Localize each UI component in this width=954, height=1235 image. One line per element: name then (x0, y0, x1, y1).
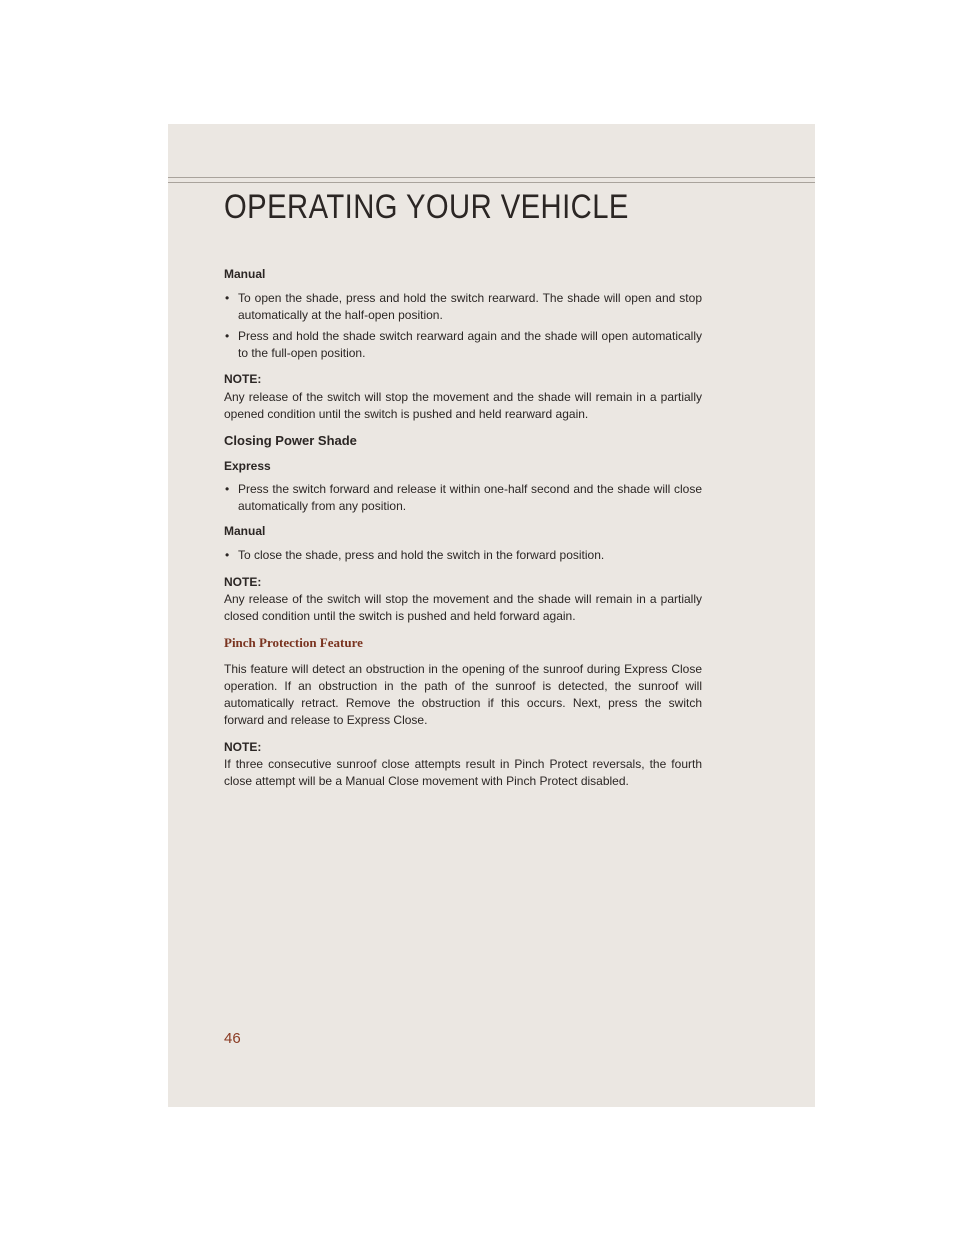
bullet-dot: • (225, 329, 230, 343)
note-3-text: If three consecutive sunroof close attempts result in Pinch Protect reversals, the fourth close attempt will be a Manual Close movement with Pinch Protect disabled. (224, 757, 702, 788)
page-number: 46 (224, 1030, 241, 1047)
section-title: OPERATING YOUR VEHICLE (224, 188, 629, 226)
header-rule-bottom (168, 182, 815, 183)
bullet-dot: • (225, 548, 230, 562)
bullet-dot: • (225, 482, 230, 496)
express-bullet (224, 481, 702, 514)
express-heading: Express (224, 459, 271, 473)
note-3-label: NOTE: (224, 740, 262, 754)
closing-power-shade-heading: Closing Power Shade (224, 433, 357, 448)
header-rule-top (168, 177, 815, 178)
bullet-text: To close the shade, press and hold the switch in the forward position. (238, 548, 605, 562)
bullet-text: Press the switch forward and release it within one-half second and the shade will close automatically from any position. (238, 482, 702, 513)
bullet-dot: • (225, 291, 230, 305)
manual-open-bullet-1 (224, 290, 702, 323)
manual-page (168, 124, 815, 1107)
note-2-label: NOTE: (224, 575, 262, 589)
manual-close-heading: Manual (224, 524, 266, 538)
pinch-protection-text: This feature will detect an obstruction in the opening of the sunroof during Express Close operation. If an obstruction in the path of the sunroof is detected, the sunroof will automatically retract. Remove the obstruction if this occurs. Next, press the switch forward and release to Express Close. (224, 662, 702, 727)
pinch-protection-heading: Pinch Protection Feature (224, 635, 363, 650)
note-1-text: Any release of the switch will stop the movement and the shade will remain in a partially opened condition until the switch is pushed and held rearward again. (224, 390, 702, 421)
manual-open-heading: Manual (224, 267, 266, 281)
bullet-text: To open the shade, press and hold the switch rearward. The shade will open and stop automatically at the half-open position. (238, 291, 702, 322)
bullet-text: Press and hold the shade switch rearward again and the shade will open automatically to the full-open position. (238, 329, 702, 360)
manual-close-bullet (224, 547, 702, 564)
note-1-label: NOTE: (224, 372, 262, 386)
note-2-text: Any release of the switch will stop the movement and the shade will remain in a partially closed condition until the switch is pushed and held forward again. (224, 592, 702, 623)
manual-open-bullet-2 (224, 328, 702, 361)
